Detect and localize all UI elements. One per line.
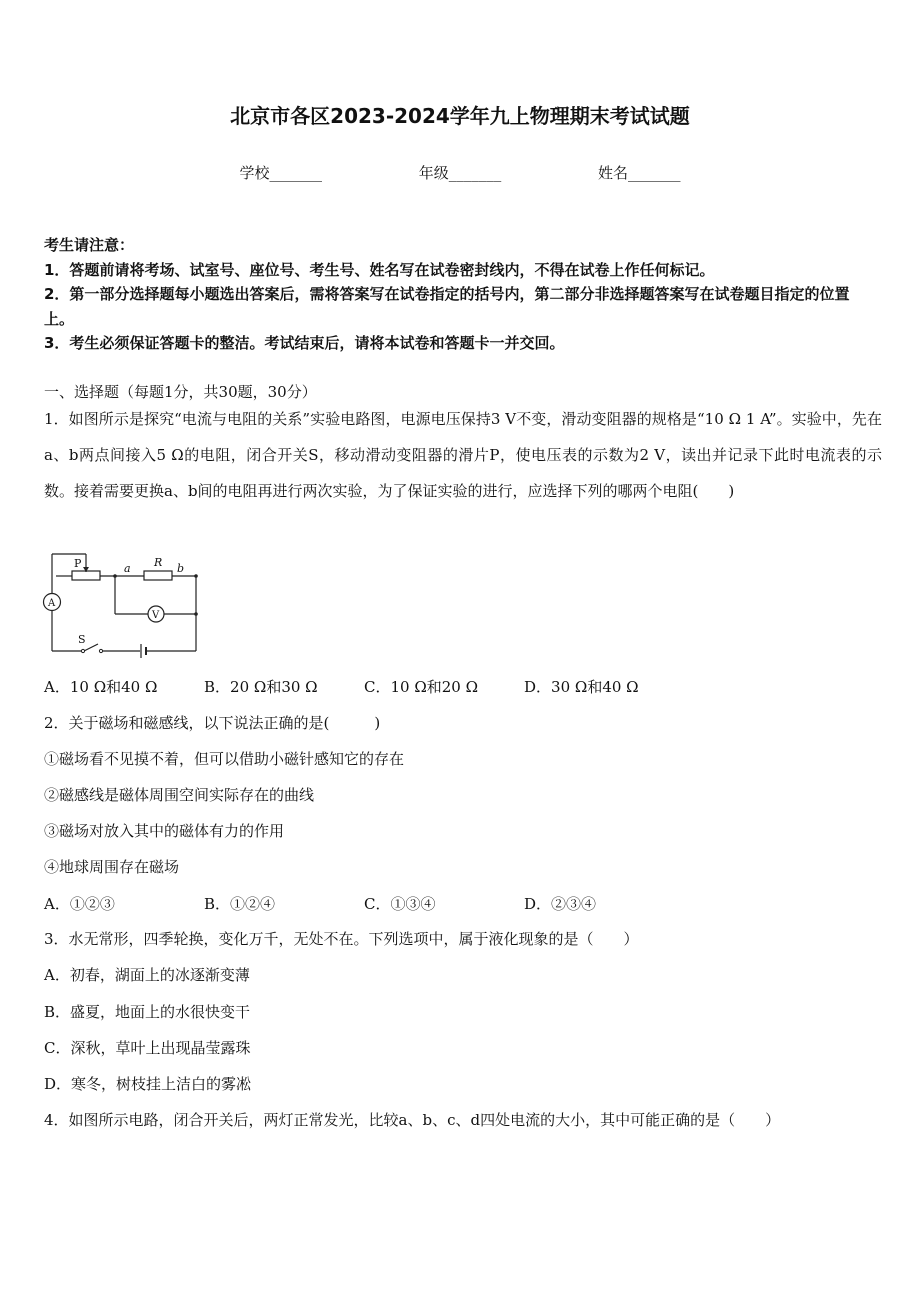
option-b[interactable]: B．20 Ω和30 Ω xyxy=(204,678,318,696)
page-title: 北京市各区2023-2024学年九上物理期末考试试题 xyxy=(230,104,690,128)
option-c[interactable]: C．10 Ω和20 Ω xyxy=(364,678,479,696)
switch-blade xyxy=(84,644,98,651)
statement: ①磁场看不见摸不着，但可以借助小磁针感知它的存在 xyxy=(44,750,405,768)
option-d[interactable]: D．寒冬，树枝挂上洁白的雾凇 xyxy=(44,1075,252,1093)
student-info xyxy=(0,162,920,183)
section-heading: 一、选择题（每题1分，共30题，30分） xyxy=(44,383,317,401)
label-a: a xyxy=(124,562,131,575)
option-a[interactable]: A．初春，湖面上的冰逐渐变薄 xyxy=(44,966,250,984)
statement: ③磁场对放入其中的磁体有力的作用 xyxy=(44,822,285,840)
label-voltmeter: V xyxy=(152,610,160,621)
question-2-options xyxy=(44,893,596,914)
switch-contact xyxy=(81,649,84,652)
statement: ④地球周围存在磁场 xyxy=(44,858,180,876)
label-r: R xyxy=(154,556,163,569)
label-switch: S xyxy=(78,633,86,646)
statement: ②磁感线是磁体周围空间实际存在的曲线 xyxy=(44,786,315,804)
question-3-stem: 3．水无常形，四季轮换，变化万千，无处不在。下列选项中，属于液化现象的是（ ） xyxy=(44,930,639,948)
option-a[interactable]: A．①②③ xyxy=(44,895,115,913)
question-1-stem: 1．如图所示是探究“电流与电阻的关系”实验电路图，电源电压保持3 V不变，滑动变阻器的规格是“10 Ω 1 A”。实验中，先在a、b两点间接入5 Ω的电阻，闭合开关S，移动滑动变阻器的滑片P，使电压表的示数为2 V，读出并记录下此时电流表的示数。接着需要更换a、b间的电阻再进行两次实验，为了保证实验的进行，应选择下列的哪两个电阻( ) xyxy=(44,410,882,500)
junction-b xyxy=(194,574,198,578)
notice-item: 3．考生必须保证答题卡的整洁。考试结束后，请将本试卷和答题卡一并交回。 xyxy=(44,334,565,352)
question-2-stem: 2．关于磁场和磁感线，以下说法正确的是( ) xyxy=(44,714,381,732)
option-a[interactable]: A．10 Ω和40 Ω xyxy=(44,678,158,696)
question-1-options xyxy=(44,676,639,697)
name-field[interactable]: 姓名_______ xyxy=(598,164,681,182)
junction-a xyxy=(113,574,117,578)
notice-item: 1．答题前请将考场、试室号、座位号、考生号、姓名写在试卷密封线内，不得在试卷上作任何标记。 xyxy=(44,260,715,279)
notice-heading: 考生请注意： xyxy=(44,236,135,254)
option-d[interactable]: D．30 Ω和40 Ω xyxy=(524,678,639,696)
school-field[interactable]: 学校_______ xyxy=(239,164,322,182)
option-d[interactable]: D．②③④ xyxy=(524,895,597,913)
question-4-stem: 4．如图所示电路，闭合开关后，两灯正常发光，比较a、b、c、d四处电流的大小，其中可能正确的是（ ） xyxy=(44,1111,781,1129)
label-p: P xyxy=(74,557,82,570)
option-b[interactable]: B．盛夏，地面上的水很快变干 xyxy=(44,1003,251,1021)
option-b[interactable]: B．①②④ xyxy=(204,895,276,913)
option-c[interactable]: C．①③④ xyxy=(364,895,436,913)
notice-item: 2．第一部分选择题每小题选出答案后，需将答案写在试卷指定的括号内，第二部分非选择题答案写在试卷题目指定的位置上。 xyxy=(44,285,850,328)
resistor-symbol xyxy=(144,571,172,580)
circuit-diagram-q1 xyxy=(40,548,210,663)
switch-contact xyxy=(99,649,102,652)
exam-notice xyxy=(44,233,879,356)
label-ammeter: A xyxy=(48,598,56,609)
junction xyxy=(194,612,198,616)
rheostat-symbol xyxy=(72,571,100,580)
grade-field[interactable]: 年级_______ xyxy=(418,164,502,182)
label-b: b xyxy=(177,562,185,575)
option-c[interactable]: C．深秋，草叶上出现晶莹露珠 xyxy=(44,1039,251,1057)
